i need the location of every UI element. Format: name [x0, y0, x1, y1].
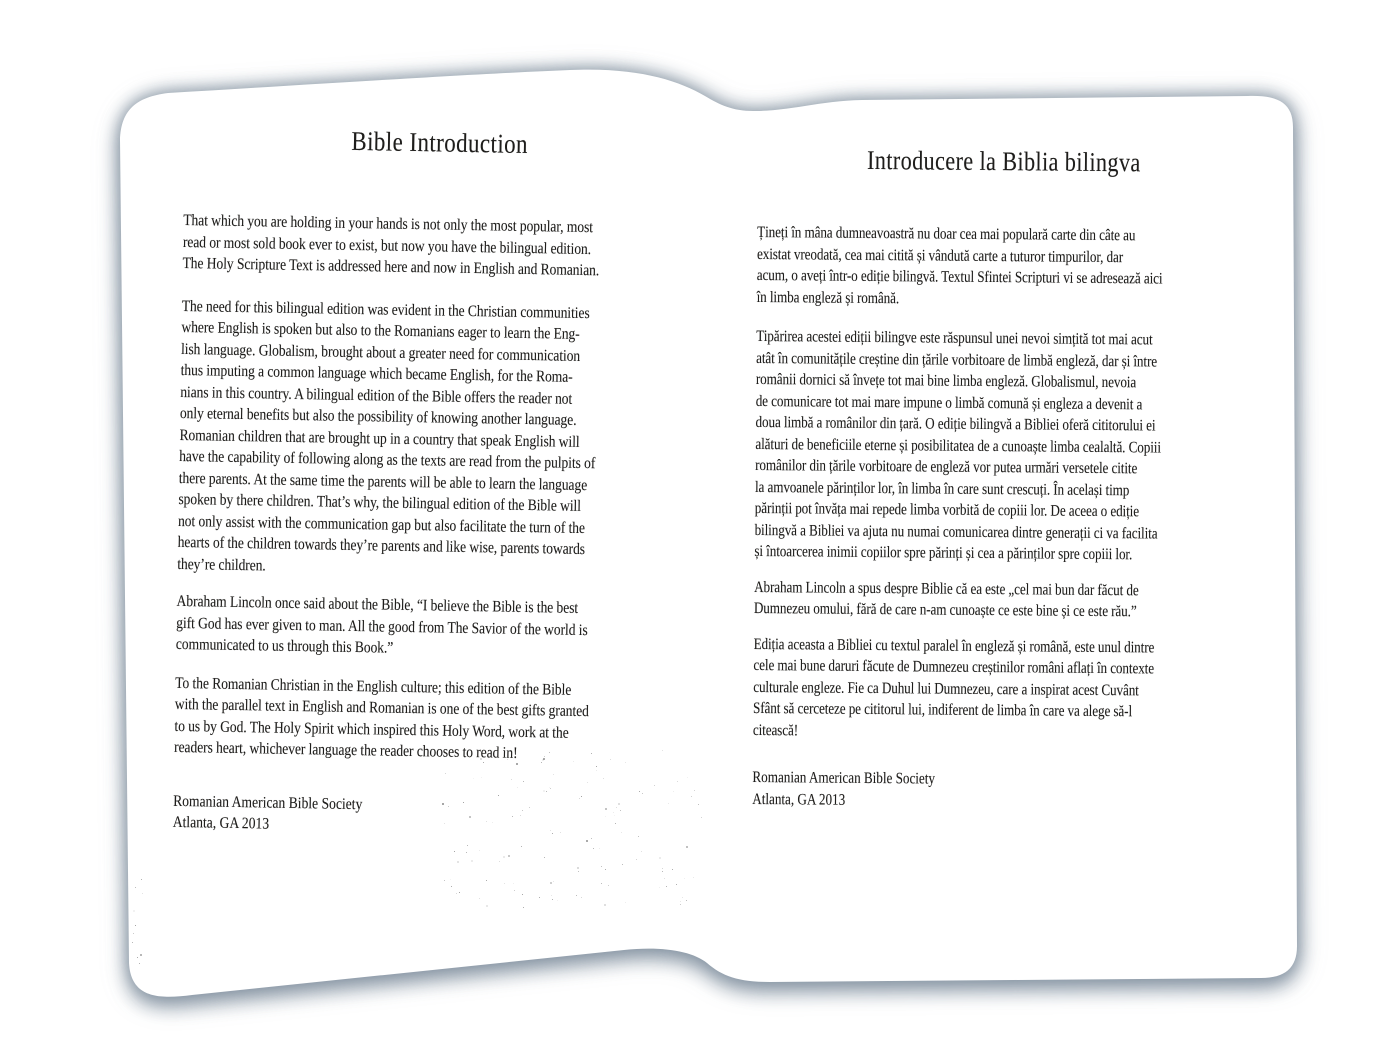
- page-right: [752, 143, 1250, 814]
- right-page-imprint: Romanian American Bible Society Atlanta, GA 2013: [752, 768, 936, 809]
- left-paragraph-3: Abraham Lincoln once said about the Bible, “I believe the Bible is the best gift God has ever given to man. All the good from The Savior of the world is communicated to us through this Book.”: [175, 592, 588, 657]
- left-paragraph-4: To the Romanian Christian in the English culture; this edition of the Bible with the parallel text in English and Romanian is one of the best gifts granted to us by God. The Holy Spirit which inspired this Holy Word, work at the readers heart, whichever language the reader chooses to read in!: [173, 674, 589, 762]
- right-paragraph-2: Tipărirea acestei ediții bilingve este răspunsul unei nevoi simțită tot mai acut atât în comunitățile creștine din țările vorbitoare de limbă engleză, dar și între românii dornici să învețe tot mai bine limba engleză. Globalismul, nevoia de comunicare tot mai mare impune o limbă comună și engleza a devenit a doua limbă a românilor din țară. O ediție bilingvă a Bibliei oferă cititorului ei alături de beneficiile eterne și posibilitatea de a cunoaște limba cealaltă. Copiii românilor din țările vorbitoare de engleză vor putea urmări versetele citite la amvoanele părinților lor, în limba în care sunt crescuți. În același timp părinții pot învăța mai repede limba vorbită de copiii lor. De aceea o ediție bilingvă a Bibliei va ajuta nu numai comunicarea dintre generații ci va facilita și întoarcerea inimii copiilor spre părinți și cea a părinților spre copiii lor.: [754, 327, 1162, 564]
- page-left: [173, 122, 695, 842]
- left-paragraph-1: That which you are holding in your hands is not only the most popular, most read or most sold book ever to exist, but now you have the bilingual edition. The Holy Scripture Text is addressed here and now in English and Romanian.: [182, 211, 600, 280]
- left-paragraph-2: The need for this bilingual edition was evident in the Christian communities where English is spoken but also to the Romanians eager to learn the Eng- lish language. Globalism, brought about a greater need for communication thus imputing a common language which became English, for the Roma- nians in this country. A bilingual edition of the Bible offers the reader not only eternal benefits but also the possibility of knowing another language. Romanian children that are brought up in a country that speak English will have the capability of following along as the texts are read from the pulpits of there parents. At the same time the parents will be able to learn the language spoken by there children. That’s why, the bilingual edition of the Bible will not only assist with the communication gap but also facilitate the turn of the hearts of the children towards they’re parents and like wise, parents towards they’re children.: [177, 297, 596, 574]
- right-paragraph-1: Țineți în mâna dumneavoastră nu doar cea mai populară carte din câte au existat vreodată, cea mai citită și vândută carte a tuturor timpurilor, dar acum, o aveți într-o ediție bilingvă. Textul Sfintei Scripturi vi se adresează aici în limba engleză și română.: [756, 223, 1163, 307]
- left-page-imprint: Romanian American Bible Society Atlanta, GA 2013: [172, 792, 363, 833]
- right-paragraph-3: Abraham Lincoln a spus despre Biblie că ea este „cel mai bun dar făcut de Dumnezeu omului, fără de care n-am cunoaște ce este bine și ce este rău.”: [753, 578, 1139, 621]
- right-paragraph-4: Ediția aceasta a Bibliei cu textul paralel în engleză și română, este unul dintre cele mai bune daruri făcute de Dumnezeu creștinilor români aflați în contexte culturale engleze. Fie ca Duhul lui Dumnezeu, care a inspirat acest Cuvânt Sfânt să cerceteze pe cititorul lui, indiferent de limba în care va alege să-l citească!: [752, 635, 1155, 739]
- page-left-title: Bible Introduction: [351, 125, 529, 159]
- page-right-title: Introducere la Biblia bilingva: [866, 144, 1141, 178]
